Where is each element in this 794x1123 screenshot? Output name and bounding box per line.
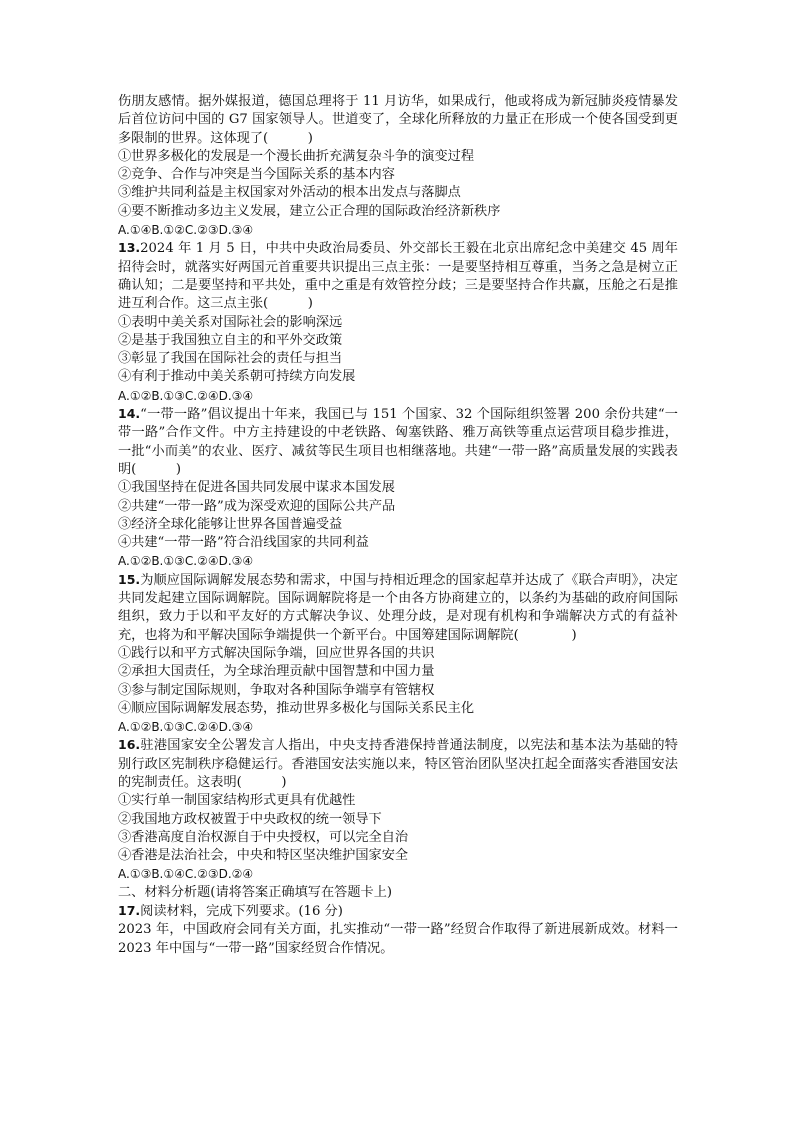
q14-option-1: ①我国坚持在促进各国共同发展中谋求本国发展	[118, 480, 395, 496]
q14-option-2: ②共建“一带一路”成为深受欢迎的国际公共产品	[118, 498, 396, 514]
q12-option-4: ④要不断推动多边主义发展，建立公正合理的国际政治经济新秩序	[118, 203, 501, 219]
q13-option-3: ③彰显了我国在国际社会的责任与担当	[118, 351, 343, 367]
q13-option-4: ④有利于推动中美关系朝可持续方向发展	[118, 369, 356, 385]
q14-answer-choices: A.①②B.①③C.②④D.③④	[118, 554, 254, 569]
q17-stem	[118, 902, 678, 921]
q12-answer-choices: A.①④B.①②C.②③D.③④	[118, 223, 254, 238]
q13-option-2: ②是基于我国独立自主的和平外交政策	[118, 332, 343, 348]
q13-number: 13.	[118, 240, 141, 256]
q17-number: 17.	[118, 903, 141, 919]
q16-number: 16.	[118, 737, 141, 753]
q15-option-2: ②承担大国责任，为全球治理贡献中国智慧和中国力量	[118, 664, 435, 680]
q14-stem-text: “一带一路”倡议提出十年来，我国已与 151 个国家、32 个国际组织签署 200 余份共建“一带一路”合作文件。中方主持建设的中老铁路、匈塞铁路、雅万高铁等重点运营项目稳步推进，一批“小而美”的农业、医疗、减贫等民生项目也相继落地。共建“一带一路”高质量发展的实践表明( )	[118, 407, 678, 477]
q14-number: 14.	[118, 406, 141, 422]
q15-stem	[118, 571, 678, 645]
q16-stem-text: 驻港国家安全公署发言人指出，中央支持香港保持普通法制度，以宪法和基本法为基础的特别行政区宪制秩序稳健运行。香港国安法实施以来，特区管治团队坚决扛起全面落实香港国安法的宪制责任。这表明( )	[118, 738, 678, 790]
q12-option-1: ①世界多极化的发展是一个漫长曲折充满复杂斗争的演变过程	[118, 148, 475, 164]
q13-answer-choices: A.①②B.①③C.②④D.③④	[118, 388, 254, 403]
q14-option-3: ③经济全球化能够让世界各国普遍受益	[118, 516, 343, 532]
q13-stem-text: 2024 年 1 月 5 日，中共中央政治局委员、外交部长王毅在北京出席纪念中美建交 45 周年招待会时，就落实好两国元首重要共识提出三点主张：一是要坚持相互尊重，当务之急是树立正确认知；二是要坚持和平共处，重中之重是有效管控分歧；三是要坚持合作共赢，压舱之石是推进互利合作。这三点主张( )	[118, 241, 678, 312]
q16-option-2: ②我国地方政权被置于中央政权的统一领导下	[118, 811, 382, 827]
q12-option-2: ②竞争、合作与冲突是当今国际关系的基本内容	[118, 167, 395, 183]
q12-option-3: ③维护共同利益是主权国家对外活动的根本出发点与落脚点	[118, 185, 461, 201]
q16-option-1: ①实行单一制国家结构形式更具有优越性	[118, 793, 356, 809]
q17-stem-text: 阅读材料，完成下列要求。(16 分)	[140, 904, 343, 920]
q13-stem	[118, 239, 678, 313]
q16-option-4: ④香港是法治社会，中央和特区坚决维护国家安全	[118, 848, 409, 864]
q14-stem	[118, 405, 678, 479]
q15-option-1: ①践行以和平方式解决国际争端，回应世界各国的共识	[118, 645, 435, 661]
q17-material: 2023 年，中国政府会同有关方面，扎实推动“一带一路”经贸合作取得了新进展新成效。材料一 2023 年中国与“一带一路”国家经贸合作情况。	[118, 922, 692, 956]
q13-option-1: ①表明中美关系对国际社会的影响深远	[118, 314, 343, 330]
q15-option-4: ④顺应国际调解发展态势，推动世界多极化与国际关系民主化	[118, 700, 475, 716]
q15-number: 15.	[118, 571, 141, 587]
q16-option-3: ③香港高度自治权源自于中央授权，可以完全自治	[118, 829, 409, 845]
exam-page	[118, 93, 692, 958]
q12-stem: 伤朋友感情。据外媒报道，德国总理将于 11 月访华，如果成行，他或将成为新冠肺炎疫情暴发后首位访问中国的 G7 国家领导人。世道变了，全球化所释放的力量正在形成一个使各国受到更多限制的世界。这体现了( )	[118, 94, 678, 146]
q15-answer-choices: A.①②B.①③C.②④D.③④	[118, 720, 254, 735]
section-2-title: 二、材料分析题(请将答案正确填写在答题卡上)	[118, 884, 393, 900]
q16-answer-choices: A.①③B.①④C.②③D.②④	[118, 867, 254, 882]
q14-option-4: ④共建“一带一路”符合沿线国家的共同利益	[118, 535, 369, 551]
q15-stem-text: 为顺应国际调解发展态势和需求，中国与持相近理念的国家起草并达成了《联合声明》，决定共同发起建立国际调解院。国际调解院将是一个由各方协商建立的，以条约为基础的政府间国际组织，致力于以和平友好的方式解决争议、处理分歧，是对现有机构和争端解决方式的有益补充，也将为和平解决国际争端提供一个新平台。中国筹建国际调解院( )	[118, 572, 678, 643]
q16-stem	[118, 736, 678, 792]
q15-option-3: ③参与制定国际规则，争取对各种国际争端享有管辖权	[118, 682, 435, 698]
